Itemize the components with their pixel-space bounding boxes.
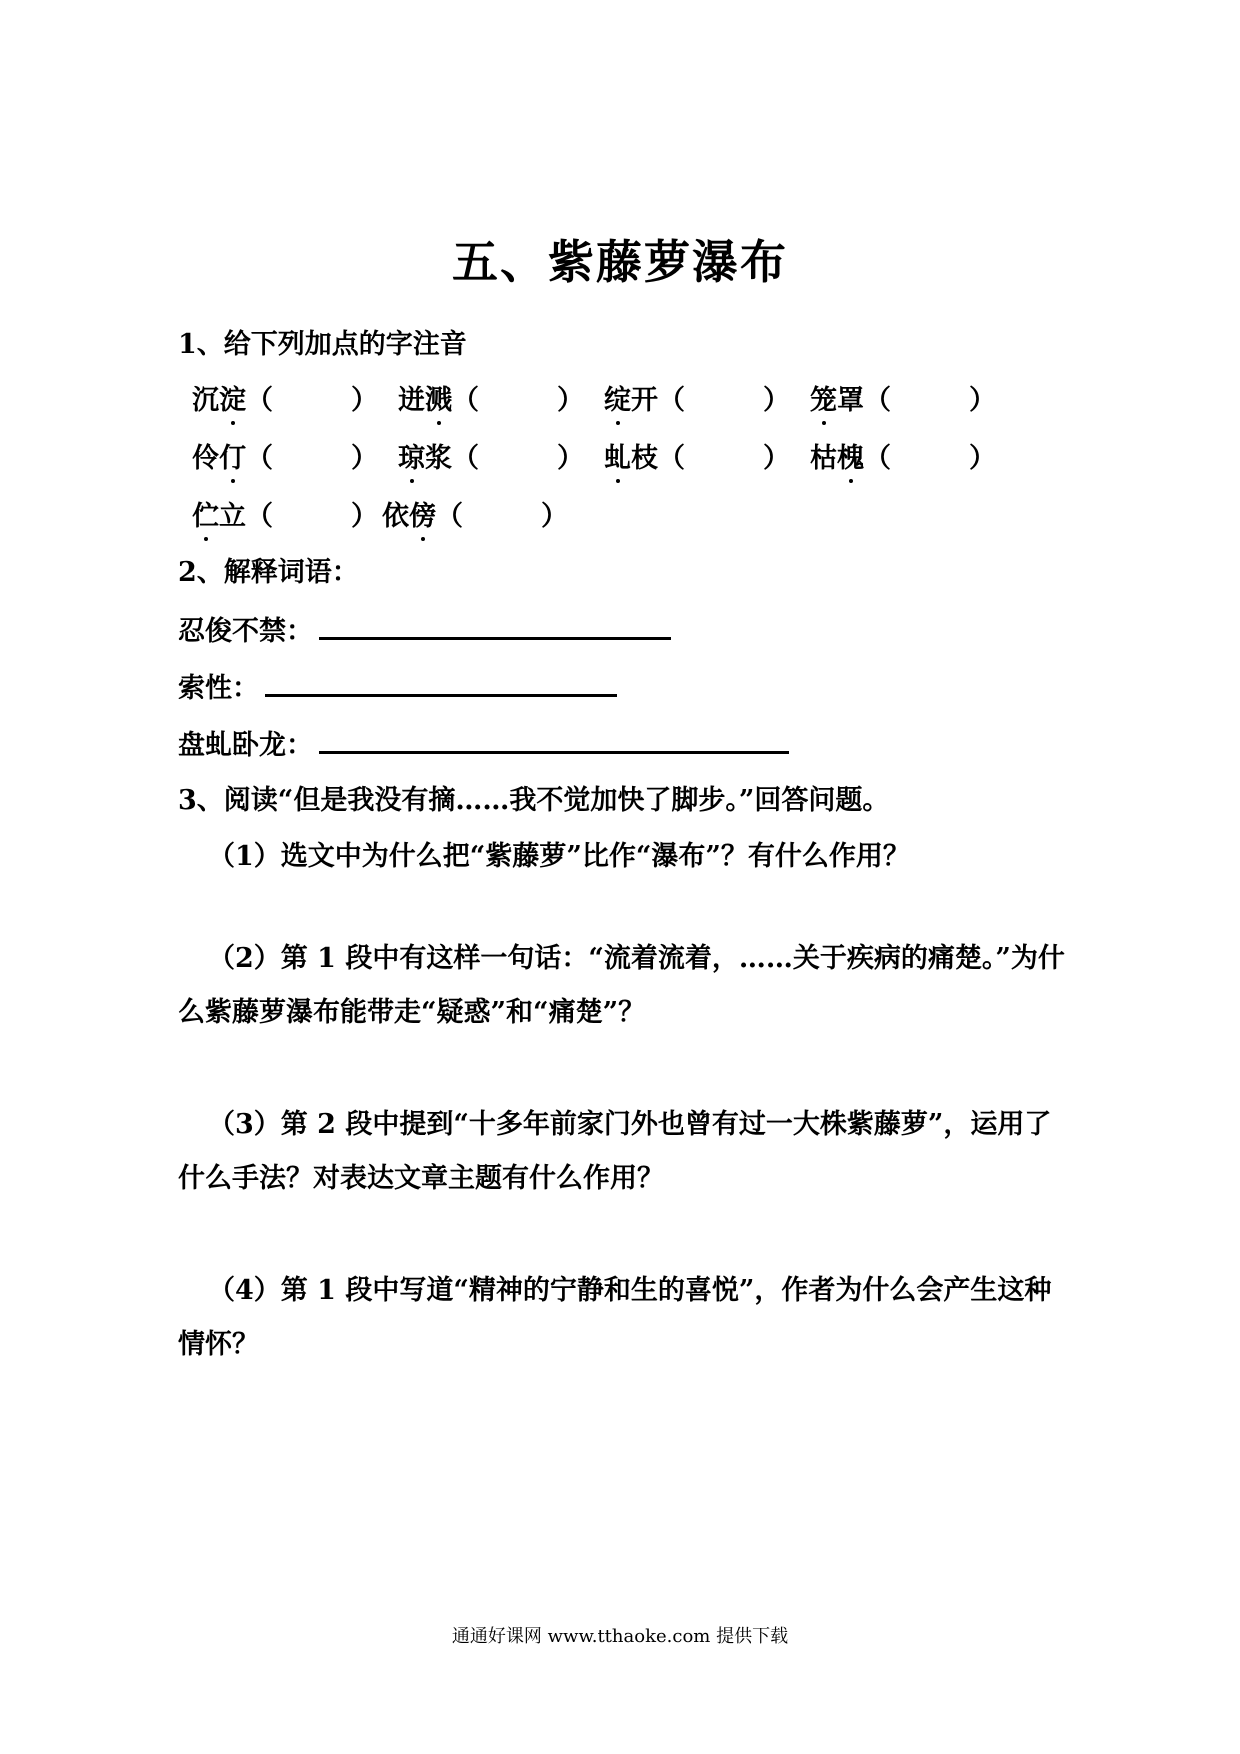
question-2-heading: 2、解释词语： [178, 557, 359, 588]
word-item: 枯槐（ ） [810, 436, 996, 475]
word-item: 笼罩（ ） [810, 378, 996, 417]
page-title: 五、紫藤萝瀑布 [452, 235, 788, 289]
word-item: 迸溅（ ） [398, 378, 584, 417]
dotted-char: 琼 [398, 436, 425, 475]
dotted-char: 仃 [219, 436, 246, 475]
question-3-sub-2: （2）第 1 段中有这样一句话：“流着流着，……关于疾病的痛楚。”为什么紫藤萝瀑布能带走“疑惑”和“痛楚”？ [178, 943, 1065, 1028]
dotted-char: 绽 [604, 378, 631, 417]
term-label: 忍俊不禁： [178, 616, 313, 647]
question-1-heading: 1、给下列加点的字注音 [178, 329, 467, 360]
word-item: 虬枝（ ） [604, 436, 790, 475]
word-item: 绽开（ ） [604, 378, 790, 417]
dotted-char: 笼 [810, 378, 837, 417]
term-label: 索性： [178, 673, 259, 704]
dotted-char: 淀 [219, 378, 246, 417]
dotted-char: 槐 [837, 436, 864, 475]
term-row [178, 721, 789, 762]
term-row [178, 607, 671, 648]
dotted-char: 虬 [604, 436, 631, 475]
term-row [178, 664, 617, 705]
question-3-heading: 3、阅读“但是我没有摘……我不觉加快了脚步。”回答问题。 [178, 785, 890, 816]
question-3-sub-3: （3）第 2 段中提到“十多年前家门外也曾有过一大株紫藤萝”，运用了什么手法？对表达文章主题有什么作用？ [178, 1109, 1052, 1194]
question-3-sub-4: （4）第 1 段中写道“精神的宁静和生的喜悦”，作者为什么会产生这种情怀？ [178, 1275, 1052, 1360]
term-label: 盘虬卧龙： [178, 730, 313, 761]
dotted-char: 傍 [409, 494, 436, 533]
dotted-char: 伫 [192, 494, 219, 533]
answer-blank[interactable] [265, 664, 617, 697]
footer-text: 通通好课网 www.tthaoke.com 提供下载 [451, 1626, 789, 1647]
answer-blank[interactable] [319, 721, 789, 754]
word-item: 琼浆（ ） [398, 436, 584, 475]
word-item: 沉淀（ ） [192, 378, 378, 417]
question-3-sub-1: （1）选文中为什么把“紫藤萝”比作“瀑布”？有什么作用？ [208, 841, 910, 872]
dotted-char: 溅 [425, 378, 452, 417]
answer-blank[interactable] [319, 607, 671, 640]
word-item: 依傍（ ） [382, 494, 568, 533]
word-item: 伫立（ ） [192, 494, 378, 533]
word-item: 伶仃（ ） [192, 436, 378, 475]
